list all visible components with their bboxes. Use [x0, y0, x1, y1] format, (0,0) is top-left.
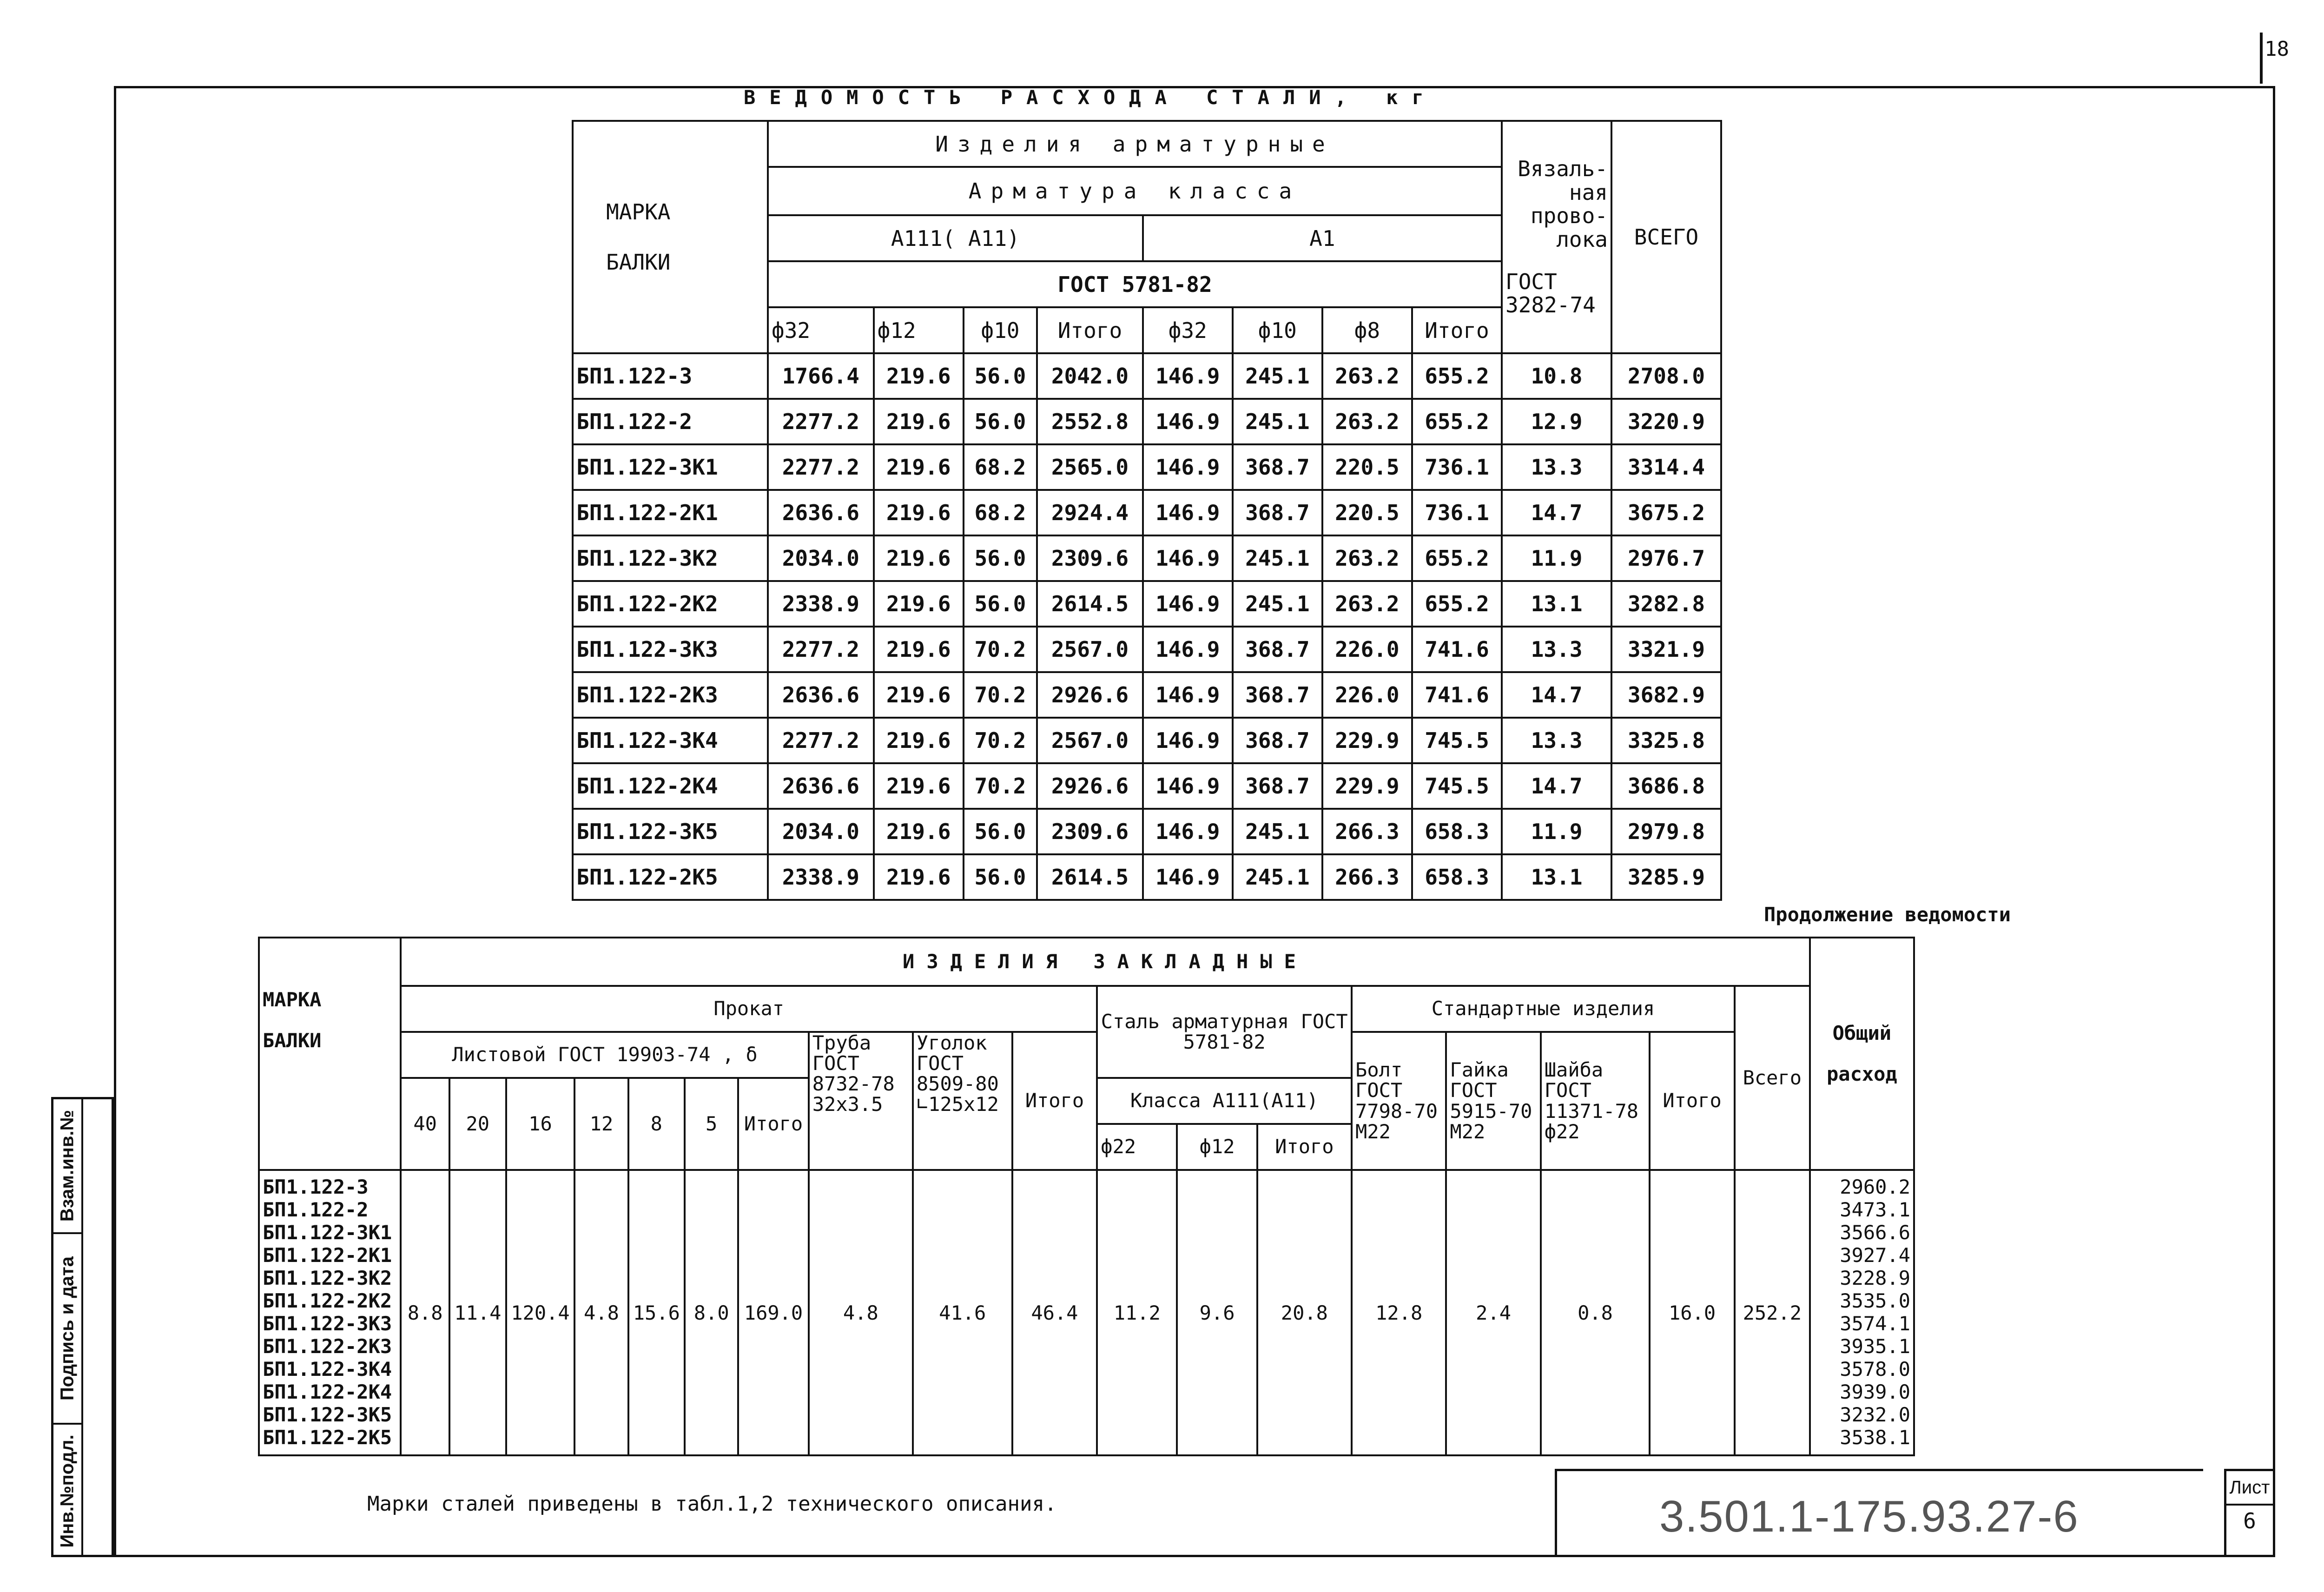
t2-value: 4.8: [574, 1170, 628, 1455]
value-cell: 368.7: [1233, 672, 1322, 718]
value-cell: 2636.6: [768, 672, 874, 718]
t2-steel-col: ф12: [1177, 1124, 1257, 1170]
value-cell: 68.2: [964, 444, 1037, 490]
t2-value: 12.8: [1352, 1170, 1446, 1455]
t2-value: 9.6: [1177, 1170, 1257, 1455]
t2-mark-label-2: БАЛКИ: [263, 1029, 322, 1052]
value-cell: 14.7: [1502, 490, 1611, 535]
value-cell: 146.9: [1143, 490, 1233, 535]
value-cell: 655.2: [1412, 535, 1502, 581]
table-row: [573, 809, 1721, 854]
value-cell: 2552.8: [1037, 399, 1143, 444]
beam-mark-cell: БП1.122-3: [573, 353, 768, 399]
table-row: [573, 763, 1721, 809]
list-item: БП1.122-3К2: [263, 1267, 392, 1289]
t2-general-label-2: расход: [1827, 1063, 1897, 1086]
value-cell: 14.7: [1502, 763, 1611, 809]
table-row: [573, 581, 1721, 627]
table-row: [573, 490, 1721, 535]
value-cell: 2636.6: [768, 763, 874, 809]
t2-nut-header: Гайка ГОСТ 5915-70 М22: [1446, 1032, 1540, 1170]
continuation-note: Продолжение ведомости: [1764, 903, 2011, 926]
t1-wire-gost: ГОСТ 3282-74: [1505, 269, 1596, 318]
beam-mark-cell: БП1.122-2К5: [573, 854, 768, 900]
value-cell: 219.6: [874, 763, 964, 809]
t1-header-row-1: [573, 121, 1721, 167]
t2-sheet-header: Листовой ГОСТ 19903-74 , δ: [401, 1032, 809, 1078]
t2-washer-header: Шайба ГОСТ 11371-78 ф22: [1541, 1032, 1650, 1170]
value-cell: 745.5: [1412, 718, 1502, 763]
t2-rolled-itogo-header: Итого: [1012, 1032, 1097, 1170]
t2-pipe-header: Труба ГОСТ 8732-78 32x3.5: [809, 1032, 913, 1170]
value-cell: 368.7: [1233, 444, 1322, 490]
side-stamp-divider: [81, 1099, 83, 1555]
value-cell: 56.0: [964, 535, 1037, 581]
value-cell: 70.2: [964, 627, 1037, 672]
value-cell: 3314.4: [1611, 444, 1721, 490]
table-row: [573, 535, 1721, 581]
t2-value: 8.8: [401, 1170, 449, 1455]
embedded-items-table: [258, 937, 1915, 1456]
value-cell: 2614.5: [1037, 854, 1143, 900]
t1-col-header: Итого: [1412, 307, 1502, 353]
value-cell: 741.6: [1412, 627, 1502, 672]
value-cell: 219.6: [874, 809, 964, 854]
t2-value: 0.8: [1541, 1170, 1650, 1455]
value-cell: 658.3: [1412, 854, 1502, 900]
t2-general-totals-cell: [1810, 1170, 1914, 1455]
value-cell: 2565.0: [1037, 444, 1143, 490]
footnote: Марки сталей приведены в табл.1,2 технического описания.: [367, 1492, 1057, 1516]
list-item: БП1.122-2К2: [263, 1289, 392, 1312]
value-cell: 2979.8: [1611, 809, 1721, 854]
beam-mark-cell: БП1.122-3К3: [573, 627, 768, 672]
table-row: [573, 399, 1721, 444]
value-cell: 12.9: [1502, 399, 1611, 444]
value-cell: 3675.2: [1611, 490, 1721, 535]
t2-all-header: Всего: [1735, 986, 1810, 1170]
t2-std-header: Стандартные изделия: [1352, 986, 1735, 1032]
value-cell: 219.6: [874, 627, 964, 672]
value-cell: 2926.6: [1037, 763, 1143, 809]
value-cell: 245.1: [1233, 399, 1322, 444]
t2-value: 16.0: [1650, 1170, 1735, 1455]
table-row: [573, 718, 1721, 763]
value-cell: 655.2: [1412, 581, 1502, 627]
list-item: БП1.122-3: [263, 1176, 369, 1198]
t2-bolt-header: Болт ГОСТ 7798-70 М22: [1352, 1032, 1446, 1170]
t2-general-label: Общий: [1832, 1021, 1892, 1044]
value-cell: 263.2: [1322, 399, 1412, 444]
beam-mark-cell: БП1.122-2К2: [573, 581, 768, 627]
t2-data-row: [259, 1170, 1914, 1455]
value-cell: 56.0: [964, 809, 1037, 854]
value-cell: 245.1: [1233, 809, 1322, 854]
list-item: 3535.0: [1840, 1289, 1910, 1312]
t2-value: 2.4: [1446, 1170, 1540, 1455]
value-cell: 219.6: [874, 854, 964, 900]
side-cell-orig: [53, 1425, 81, 1557]
table-row: [573, 672, 1721, 718]
value-cell: 2034.0: [768, 535, 874, 581]
beam-mark-cell: БП1.122-2К3: [573, 672, 768, 718]
value-cell: 146.9: [1143, 535, 1233, 581]
t2-value: 46.4: [1012, 1170, 1097, 1455]
list-item: БП1.122-2К3: [263, 1335, 392, 1358]
value-cell: 56.0: [964, 399, 1037, 444]
t2-value: 4.8: [809, 1170, 913, 1455]
beam-mark-cell: БП1.122-3К1: [573, 444, 768, 490]
value-cell: 263.2: [1322, 353, 1412, 399]
beam-mark-cell: БП1.122-3К2: [573, 535, 768, 581]
value-cell: 146.9: [1143, 718, 1233, 763]
t1-col-header: ф32: [768, 307, 874, 353]
value-cell: 226.0: [1322, 672, 1412, 718]
value-cell: 2614.5: [1037, 581, 1143, 627]
table-row: [573, 854, 1721, 900]
value-cell: 146.9: [1143, 627, 1233, 672]
value-cell: 3682.9: [1611, 672, 1721, 718]
beam-mark-cell: БП1.122-2: [573, 399, 768, 444]
value-cell: 2708.0: [1611, 353, 1721, 399]
value-cell: 745.5: [1412, 763, 1502, 809]
value-cell: 655.2: [1412, 399, 1502, 444]
value-cell: 2309.6: [1037, 535, 1143, 581]
value-cell: 2277.2: [768, 718, 874, 763]
list-item: 3574.1: [1840, 1312, 1910, 1335]
value-cell: 741.6: [1412, 672, 1502, 718]
t1-wire-header: [1502, 121, 1611, 353]
value-cell: 146.9: [1143, 672, 1233, 718]
value-cell: 2924.4: [1037, 490, 1143, 535]
value-cell: 266.3: [1322, 809, 1412, 854]
value-cell: 13.3: [1502, 718, 1611, 763]
value-cell: 2636.6: [768, 490, 874, 535]
side-label-original: Инв.№подл.: [57, 1434, 78, 1548]
value-cell: 146.9: [1143, 399, 1233, 444]
list-item: БП1.122-2К4: [263, 1381, 392, 1403]
value-cell: 13.3: [1502, 444, 1611, 490]
value-cell: 245.1: [1233, 854, 1322, 900]
t2-value: 15.6: [628, 1170, 685, 1455]
value-cell: 11.9: [1502, 535, 1611, 581]
value-cell: 3321.9: [1611, 627, 1721, 672]
t2-embedded-header: ИЗДЕЛИЯ ЗАКЛАДНЫЕ: [401, 938, 1810, 986]
table1-title: ВЕДОМОСТЬ РАСХОДА СТАЛИ, кг: [744, 86, 1438, 109]
value-cell: 146.9: [1143, 581, 1233, 627]
value-cell: 56.0: [964, 581, 1037, 627]
side-label-replacement: Взам.инв.№: [57, 1110, 78, 1222]
value-cell: 219.6: [874, 581, 964, 627]
table-row: [573, 444, 1721, 490]
table-row: [573, 353, 1721, 399]
value-cell: 219.6: [874, 444, 964, 490]
value-cell: 368.7: [1233, 627, 1322, 672]
corner-page-number: 18: [2265, 37, 2289, 61]
value-cell: 11.9: [1502, 809, 1611, 854]
t2-general-header: [1810, 938, 1914, 1170]
t1-mark-header: [573, 121, 768, 353]
value-cell: 3282.8: [1611, 581, 1721, 627]
value-cell: 220.5: [1322, 444, 1412, 490]
list-item: 3935.1: [1840, 1335, 1910, 1358]
t2-value: 41.6: [913, 1170, 1012, 1455]
t2-value: 20.8: [1257, 1170, 1352, 1455]
t2-rolled-header: Прокат: [401, 986, 1097, 1032]
list-item: БП1.122-2: [263, 1198, 369, 1221]
t1-a1-header: А1: [1143, 215, 1502, 261]
t2-header-row-1: [259, 938, 1914, 986]
value-cell: 146.9: [1143, 854, 1233, 900]
value-cell: 2926.6: [1037, 672, 1143, 718]
value-cell: 219.6: [874, 353, 964, 399]
side-cell-inv: [53, 1099, 81, 1234]
list-item: БП1.122-3К1: [263, 1221, 392, 1244]
t2-header-row-2: [259, 986, 1914, 1032]
t2-value: 252.2: [1735, 1170, 1810, 1455]
value-cell: 146.9: [1143, 444, 1233, 490]
steel-consumption-table: [572, 120, 1722, 901]
value-cell: 2567.0: [1037, 718, 1143, 763]
value-cell: 2309.6: [1037, 809, 1143, 854]
value-cell: 219.6: [874, 672, 964, 718]
t1-col-header: Итого: [1037, 307, 1143, 353]
t2-angle-header: Уголок ГОСТ 8509-80 ∟125x12: [913, 1032, 1012, 1170]
value-cell: 229.9: [1322, 718, 1412, 763]
side-label-signature: Подпись и дата: [57, 1256, 78, 1400]
value-cell: 368.7: [1233, 718, 1322, 763]
list-item: БП1.122-2К1: [263, 1244, 392, 1267]
t1-col-header: ф12: [874, 307, 964, 353]
value-cell: 56.0: [964, 854, 1037, 900]
t1-products-header: Изделия арматурные: [768, 121, 1502, 167]
value-cell: 245.1: [1233, 581, 1322, 627]
value-cell: 146.9: [1143, 809, 1233, 854]
value-cell: 3285.9: [1611, 854, 1721, 900]
value-cell: 229.9: [1322, 763, 1412, 809]
t2-sheet-col: 16: [506, 1078, 575, 1170]
t1-total-header: ВСЕГО: [1611, 121, 1721, 353]
value-cell: 263.2: [1322, 581, 1412, 627]
value-cell: 736.1: [1412, 490, 1502, 535]
t1-mark-label: МАРКА: [606, 199, 671, 225]
list-item: БП1.122-2К5: [263, 1426, 392, 1449]
t2-value: 11.4: [449, 1170, 506, 1455]
list-item: БП1.122-3К3: [263, 1312, 392, 1335]
t1-col-header: ф10: [1233, 307, 1322, 353]
t2-std-itogo-header: Итого: [1650, 1032, 1735, 1170]
beam-mark-cell: БП1.122-3К4: [573, 718, 768, 763]
t1-col-header: ф10: [964, 307, 1037, 353]
value-cell: 70.2: [964, 672, 1037, 718]
value-cell: 70.2: [964, 763, 1037, 809]
t1-gost-header: ГОСТ 5781-82: [768, 261, 1502, 307]
list-item: 3538.1: [1840, 1426, 1910, 1449]
list-item: 3232.0: [1840, 1403, 1910, 1426]
corner-tick: [2260, 33, 2263, 84]
list-item: 3566.6: [1840, 1221, 1910, 1244]
value-cell: 13.1: [1502, 581, 1611, 627]
t2-sheet-col: 5: [685, 1078, 738, 1170]
value-cell: 2277.2: [768, 444, 874, 490]
t1-col-header: ф8: [1322, 307, 1412, 353]
t2-steel-col: ф22: [1097, 1124, 1177, 1170]
value-cell: 10.8: [1502, 353, 1611, 399]
t2-sheet-col: 40: [401, 1078, 449, 1170]
list-item: 3228.9: [1840, 1267, 1910, 1289]
t2-sheet-col: 8: [628, 1078, 685, 1170]
t1-a3-header: А111( А11): [768, 215, 1143, 261]
t2-mark-label: МАРКА: [263, 988, 322, 1011]
list-item: 3578.0: [1840, 1358, 1910, 1381]
beam-mark-cell: БП1.122-3К5: [573, 809, 768, 854]
value-cell: 2277.2: [768, 627, 874, 672]
value-cell: 368.7: [1233, 490, 1322, 535]
table-row: [573, 627, 1721, 672]
value-cell: 56.0: [964, 353, 1037, 399]
value-cell: 219.6: [874, 535, 964, 581]
value-cell: 655.2: [1412, 353, 1502, 399]
t1-mark-label-2: БАЛКИ: [606, 250, 671, 275]
beam-mark-cell: БП1.122-2К4: [573, 763, 768, 809]
value-cell: 2042.0: [1037, 353, 1143, 399]
value-cell: 658.3: [1412, 809, 1502, 854]
value-cell: 146.9: [1143, 763, 1233, 809]
value-cell: 368.7: [1233, 763, 1322, 809]
value-cell: 1766.4: [768, 353, 874, 399]
t2-marks-cell: [259, 1170, 401, 1455]
value-cell: 3686.8: [1611, 763, 1721, 809]
value-cell: 245.1: [1233, 535, 1322, 581]
t1-wire-label: Вязаль- ная прово- лока: [1518, 156, 1608, 252]
t1-body: [573, 353, 1721, 900]
t1-class-header: Арматура класса: [768, 167, 1502, 215]
t2-sheet-itogo-header: Итого: [738, 1078, 808, 1170]
value-cell: 146.9: [1143, 353, 1233, 399]
value-cell: 68.2: [964, 490, 1037, 535]
sheet-label: Лист: [2226, 1471, 2273, 1506]
value-cell: 2976.7: [1611, 535, 1721, 581]
t2-value: 11.2: [1097, 1170, 1177, 1455]
t2-sheet-col: 20: [449, 1078, 506, 1170]
side-stamp: [51, 1097, 114, 1557]
list-item: 2960.2: [1840, 1176, 1910, 1198]
value-cell: 219.6: [874, 490, 964, 535]
sheet-number: 6: [2243, 1508, 2256, 1533]
t2-value: 120.4: [506, 1170, 575, 1455]
value-cell: 13.3: [1502, 627, 1611, 672]
t2-class-header: Класса А111(А11): [1097, 1078, 1352, 1124]
value-cell: 2277.2: [768, 399, 874, 444]
document-code: 3.501.1-175.93.27-6: [1659, 1492, 2079, 1541]
value-cell: 219.6: [874, 718, 964, 763]
value-cell: 3325.8: [1611, 718, 1721, 763]
value-cell: 13.1: [1502, 854, 1611, 900]
sheet-box: [2224, 1469, 2275, 1557]
side-cell-signature: [53, 1234, 81, 1425]
t1-col-header: ф32: [1143, 307, 1233, 353]
value-cell: 219.6: [874, 399, 964, 444]
t2-steel-header: Сталь арматурная ГОСТ 5781-82: [1097, 986, 1352, 1078]
value-cell: 2567.0: [1037, 627, 1143, 672]
value-cell: 70.2: [964, 718, 1037, 763]
t2-value: 169.0: [738, 1170, 808, 1455]
value-cell: 3220.9: [1611, 399, 1721, 444]
value-cell: 2338.9: [768, 854, 874, 900]
t2-steel-itogo-header: Итого: [1257, 1124, 1352, 1170]
list-item: 3939.0: [1840, 1381, 1910, 1403]
list-item: 3473.1: [1840, 1198, 1910, 1221]
beam-mark-cell: БП1.122-2К1: [573, 490, 768, 535]
value-cell: 736.1: [1412, 444, 1502, 490]
value-cell: 266.3: [1322, 854, 1412, 900]
value-cell: 226.0: [1322, 627, 1412, 672]
t2-value: 8.0: [685, 1170, 738, 1455]
t2-header-row-3: [259, 1032, 1914, 1078]
value-cell: 245.1: [1233, 353, 1322, 399]
value-cell: 2338.9: [768, 581, 874, 627]
t2-sheet-col: 12: [574, 1078, 628, 1170]
list-item: 3927.4: [1840, 1244, 1910, 1267]
value-cell: 2034.0: [768, 809, 874, 854]
value-cell: 263.2: [1322, 535, 1412, 581]
list-item: БП1.122-3К5: [263, 1403, 392, 1426]
t2-mark-header: [259, 938, 401, 1170]
list-item: БП1.122-3К4: [263, 1358, 392, 1381]
value-cell: 220.5: [1322, 490, 1412, 535]
value-cell: 14.7: [1502, 672, 1611, 718]
